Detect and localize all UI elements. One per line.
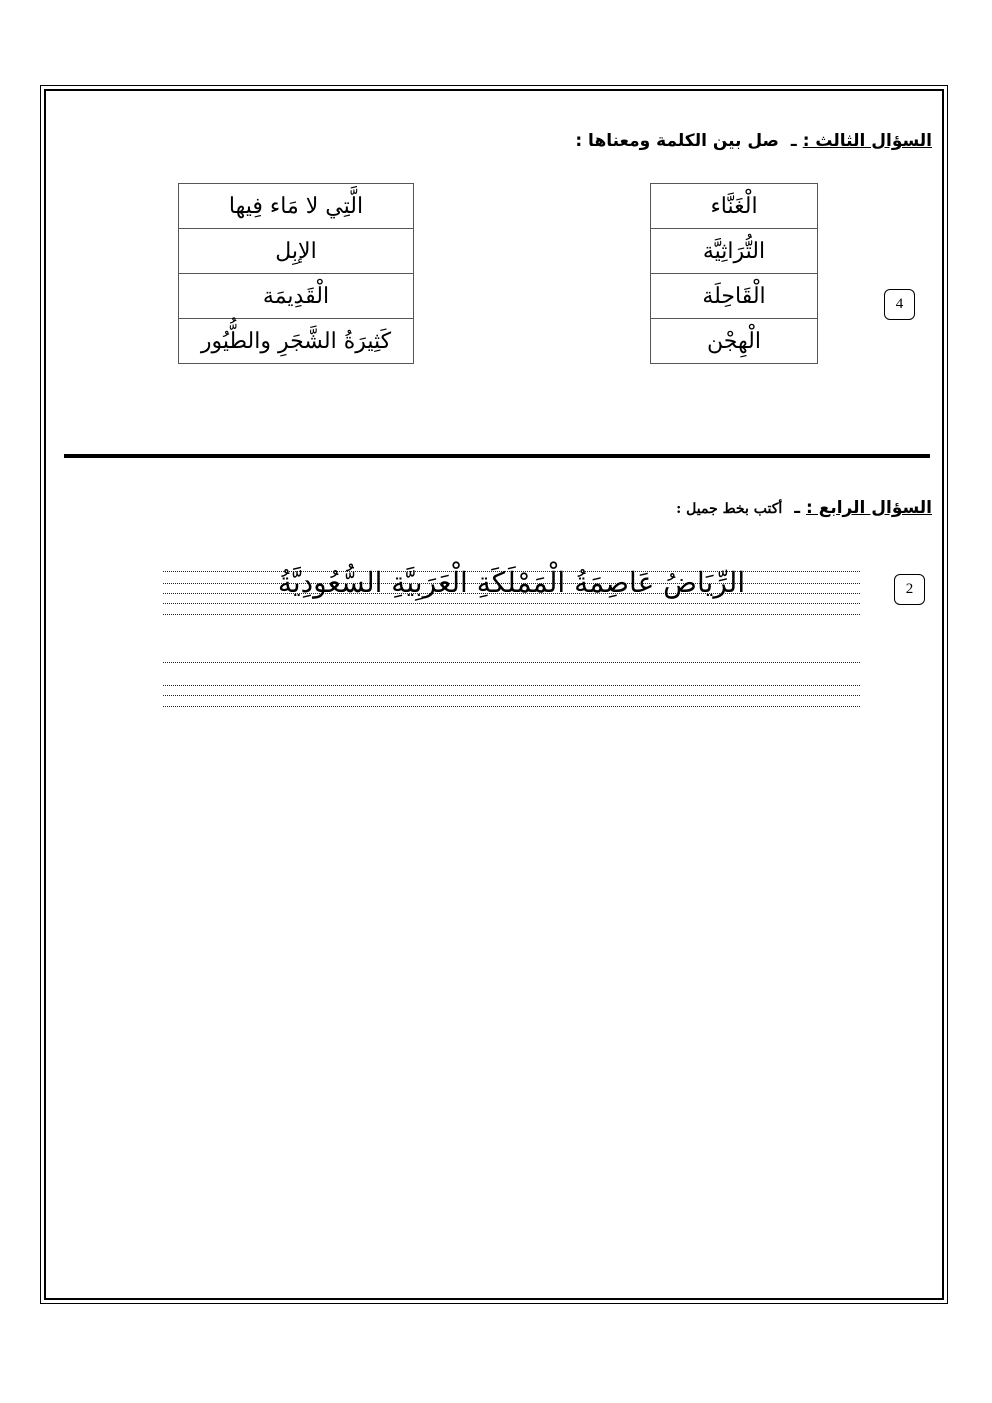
question3-score-box: 4 <box>884 289 915 320</box>
question4-title: السؤال الرابع : <box>806 498 932 518</box>
writing-line <box>163 695 860 696</box>
writing-line <box>163 685 860 686</box>
writing-line <box>163 614 860 615</box>
question3-dash: ـ <box>790 131 797 151</box>
writing-line <box>163 706 860 707</box>
table-row <box>651 229 818 274</box>
question4-heading <box>676 498 932 518</box>
section-divider <box>64 454 930 458</box>
meaning-cell: كَثِيرَةُ الشَّجَرِ والطُّيُور <box>179 319 414 364</box>
model-sentence: الرِّيَاضُ عَاصِمَةُ الْمَمْلَكَةِ الْعَرَبِيَّةِ السُّعُودِيَّةُ <box>277 566 746 599</box>
meaning-cell: الَّتِي لا مَاء فِيها <box>179 184 414 229</box>
question4-dash: ـ <box>794 498 800 518</box>
table-row <box>179 274 414 319</box>
meaning-cell: الإبِل <box>179 229 414 274</box>
word-cell: الْهِجْن <box>651 319 818 364</box>
table-row <box>651 274 818 319</box>
table-row <box>651 184 818 229</box>
writing-line <box>163 662 860 663</box>
question4-score-box: 2 <box>894 574 925 605</box>
question3-heading <box>575 131 932 151</box>
table-row <box>651 319 818 364</box>
question3-instruction: صل بين الكلمة ومعناها : <box>575 131 779 151</box>
word-cell: الْقَاحِلَة <box>651 274 818 319</box>
word-cell: الْغَنَّاء <box>651 184 818 229</box>
table-row <box>179 229 414 274</box>
question3-title: السؤال الثالث : <box>802 131 932 151</box>
question4-instruction: أكتب بخط جميل : <box>676 501 783 517</box>
words-table <box>650 183 818 364</box>
meanings-table <box>178 183 414 364</box>
table-row <box>179 319 414 364</box>
table-row <box>179 184 414 229</box>
word-cell: التُّرَاثِيَّة <box>651 229 818 274</box>
meaning-cell: الْقَدِيمَة <box>179 274 414 319</box>
